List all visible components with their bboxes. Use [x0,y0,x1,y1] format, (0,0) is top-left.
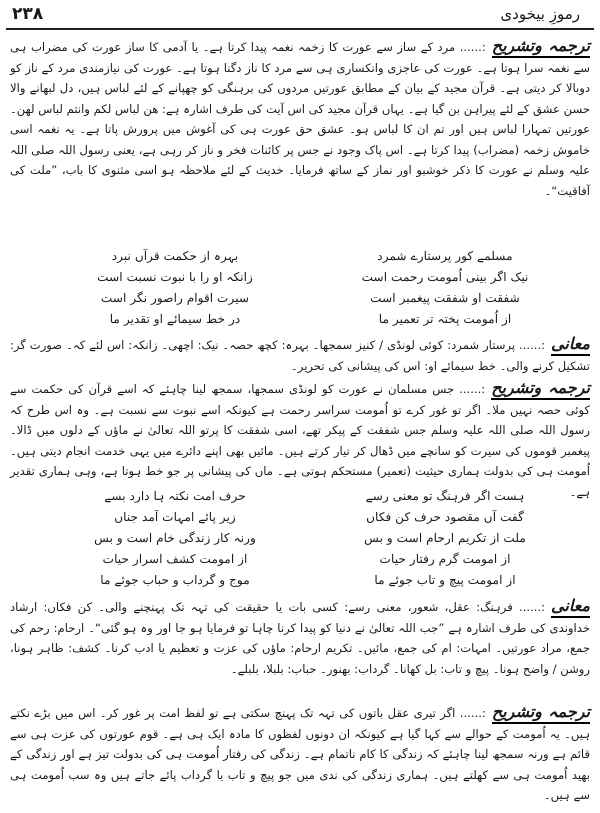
verse-right-hemistich: ہست اگر فرہنگ تو معنی رسے [365,489,525,503]
page-header [6,2,594,30]
verse-couplet [60,549,560,570]
glossary-heading: معانی [551,596,590,618]
section-heading: ترجمہ وتشریح [491,378,590,400]
verse-left-hemistich: از امومت کشف اسرار حیات [102,552,248,566]
running-title: رموزِ بیخودی [500,5,580,23]
verse-couplet [60,309,560,330]
verse-right-hemistich: از امومت پیچ و تاب جوئے ما [374,573,516,587]
verse-left-hemistich: زیر پائے امہات آمد جناں [114,510,236,524]
verse-right-hemistich: نیک اگر بینی اُمومت رحمت است [361,270,529,284]
verse-block-2 [60,486,560,591]
verse-couplet [60,288,560,309]
paragraph-body: :...... اگر تیری عقل باتوں کی تہہ تک پہنچ سکتی ہے تو لفظ امت پر غور کر۔ اس میں بڑے نکتے ہیں۔ یہ اُمومت کے حوالے سے کہا گیا ہے کیونکہ ان دونوں لفظوں کا مادہ ایک ہی ہے۔ قوم عورتوں کی عزت ہی سے قائم ہے ورنہ سمجھ لینا چاہئے کہ زندگی کا کام ناتمام ہے۔ زندگی کی رفتار اُمومت ہی کی بدولت تیز ہے اور زندگی کے بھید اُمومت ہی سے کھلتے ہیں۔ ہماری زندگی کی ندی میں جو پیچ و تاب یا گرداب پائے جاتے ہیں وہ سب اُمومت ہی سے ہیں۔ [10,706,590,802]
verse-right-hemistich: مسلمے کور پرستارے شمرد [377,249,513,263]
verse-couplet [60,507,560,528]
verse-left-hemistich: در خط سیمائے او تقدیر ما [109,312,241,326]
verse-right-hemistich: شفقت او شفقت پیغمبر است [370,291,520,305]
paragraph-body: :...... پرستار شمرد: کوئی لونڈی / کنیز سمجھا۔ بہرہ: کچھ حصہ۔ نیک: اچھی۔ زانکہ: اس لئے کہ۔ صورت گر: تشکیل کرنے والی۔ خط سیمائے او: اس کی پیشانی کی تحریر۔ [10,338,590,373]
verse-left-hemistich: بہرہ از حکمت قرآں نبرد [111,249,239,263]
verse-left-hemistich: ورنہ کار زندگی خام است و بس [94,531,256,545]
verse-left-hemistich: سیرت اقوام راصور نگر است [100,291,250,305]
verse-right-hemistich: از امومت گرم رفتار حیات [379,552,511,566]
section-heading: ترجمہ وتشریح [492,702,590,724]
paragraph-translation-3 [10,702,590,806]
glossary-heading: معانی [551,334,590,356]
verse-left-hemistich: حرف امت نکتہ ہا دارد بسے [104,489,246,503]
paragraph-body: :...... جس مسلمان نے عورت کو لونڈی سمجھا، سمجھ لینا چاہئے کہ اسے قرآن کی حکمت سے کوئی حصہ نہیں ملا۔ اگر تو غور کرے تو اُمومت سراسر رحمت ہے کیونکہ اسے نبوت سے نسبت ہے۔ وہ اس طرح کہ رسول اللہ صلی اللہ علیہ وسلم جس شفقت کے پیکر تھے، اسی شفقت کا پرتو اللہ تعالیٰ نے ماؤں کے دلوں میں ڈالا۔ پیغمبر قوموں کی سیرت کو سانچے میں ڈھال کر تیار کرتے ہیں۔ مائیں بھی اپنے دائرے میں یہی خدمت انجام دیتی ہیں۔ اُمومت ہی کی بدولت ہماری حیثیت (تعمیر) مستحکم ہوتی ہے۔ ماں کی پیشانی پر جو خط ہوتا ہے، وہی ہماری تقدیر ہے۔ [10,382,590,499]
paragraph-translation-1 [10,36,590,244]
verse-couplet [60,246,560,267]
paragraph-glossary-1 [10,334,590,376]
verse-couplet [60,486,560,507]
verse-left-hemistich: زانکہ او را با نبوت نسبت است [97,270,253,284]
paragraph-glossary-2 [10,596,590,700]
verse-right-hemistich: گفت آں مقصود حرف کن فکاں [366,510,524,524]
verse-right-hemistich: ملت از تکریم ارحام است و بس [364,531,526,545]
verse-couplet [60,570,560,591]
page-number: ۲۳۸ [12,4,44,24]
paragraph-body: :...... فرہنگ: عقل، شعور، معنی رسے: کسی بات یا حقیقت کی تہہ تک پہنچنے والی۔ کن فکاں: ارشاد خداوندی کی طرف اشارہ ہے ”جب اللہ تعالیٰ نے دنیا کو پیدا کرنا چاہا تو فرمایا ہو جا اور وہ ہو گئی“۔ ارحام: رحم کی جمع، مراد عورتیں۔ امہات: ام کی جمع، مائیں۔ تکریم ارحام: ماؤں کی عزت و تعظیم یا ادب کرنا۔ کشف: ظاہر ہونا، روشن / واضح ہونا۔ پیچ و تاب: بل کھانا۔ گرداب: بھنور۔ حباب: بلبلا، بلبلے۔ [10,600,590,676]
verse-right-hemistich: از اُمومت پختہ تر تعمیر ما [378,312,512,326]
section-heading: ترجمہ وتشریح [492,36,590,58]
verse-couplet [60,267,560,288]
verse-couplet [60,528,560,549]
paragraph-body: :...... مرد کے ساز سے عورت کا زخمہ نغمہ پیدا کرتا ہے۔ یا آدمی کا ساز عورت کی مضراب ہی سے نغمہ سرا ہوتا ہے۔ عورت کی عاجزی وانکساری ہی سے مرد کا ناز دگنا ہوتا ہے۔ عورت کی نیازمندی مرد کے ناز کو دوبالا کر دیتی ہے۔ قرآن مجید کے بیان کے مطابق عورتیں مردوں کی برہنگی کو چھپانے کے لئے لباس ہیں، دل لبھانے والا حسن عشق کے لئے پیراہن بن گیا ہے۔ یہاں قرآن مجید کی اس آیت کی طرف اشارہ ہے: ھن لباس لکم وانتم لباس لھن۔ عورتیں تمہارا لباس ہیں اور تم ان کا لباس ہو۔ عشق حق عورت ہی کی آغوش میں پرورش پاتا ہے۔ یہ نغمہ اسی خاموش زخمہ (مضراب) پیدا کرتا ہے۔ اس پاک وجود نے جس پر کائنات فخر و ناز کر رہی ہے، یعنی رسول اللہ صلی اللہ علیہ وسلم نے عورت کا ذکر خوشبو اور نماز کے ساتھ فرمایا۔ خدیث کے لئے ملاحظہ ہو اسی مثنوی کا باب، ”ملت کی آفاقیت“۔ [10,40,590,198]
verse-left-hemistich: موج و گرداب و حباب جوئے ما [100,573,250,587]
verse-block-1 [60,246,560,330]
